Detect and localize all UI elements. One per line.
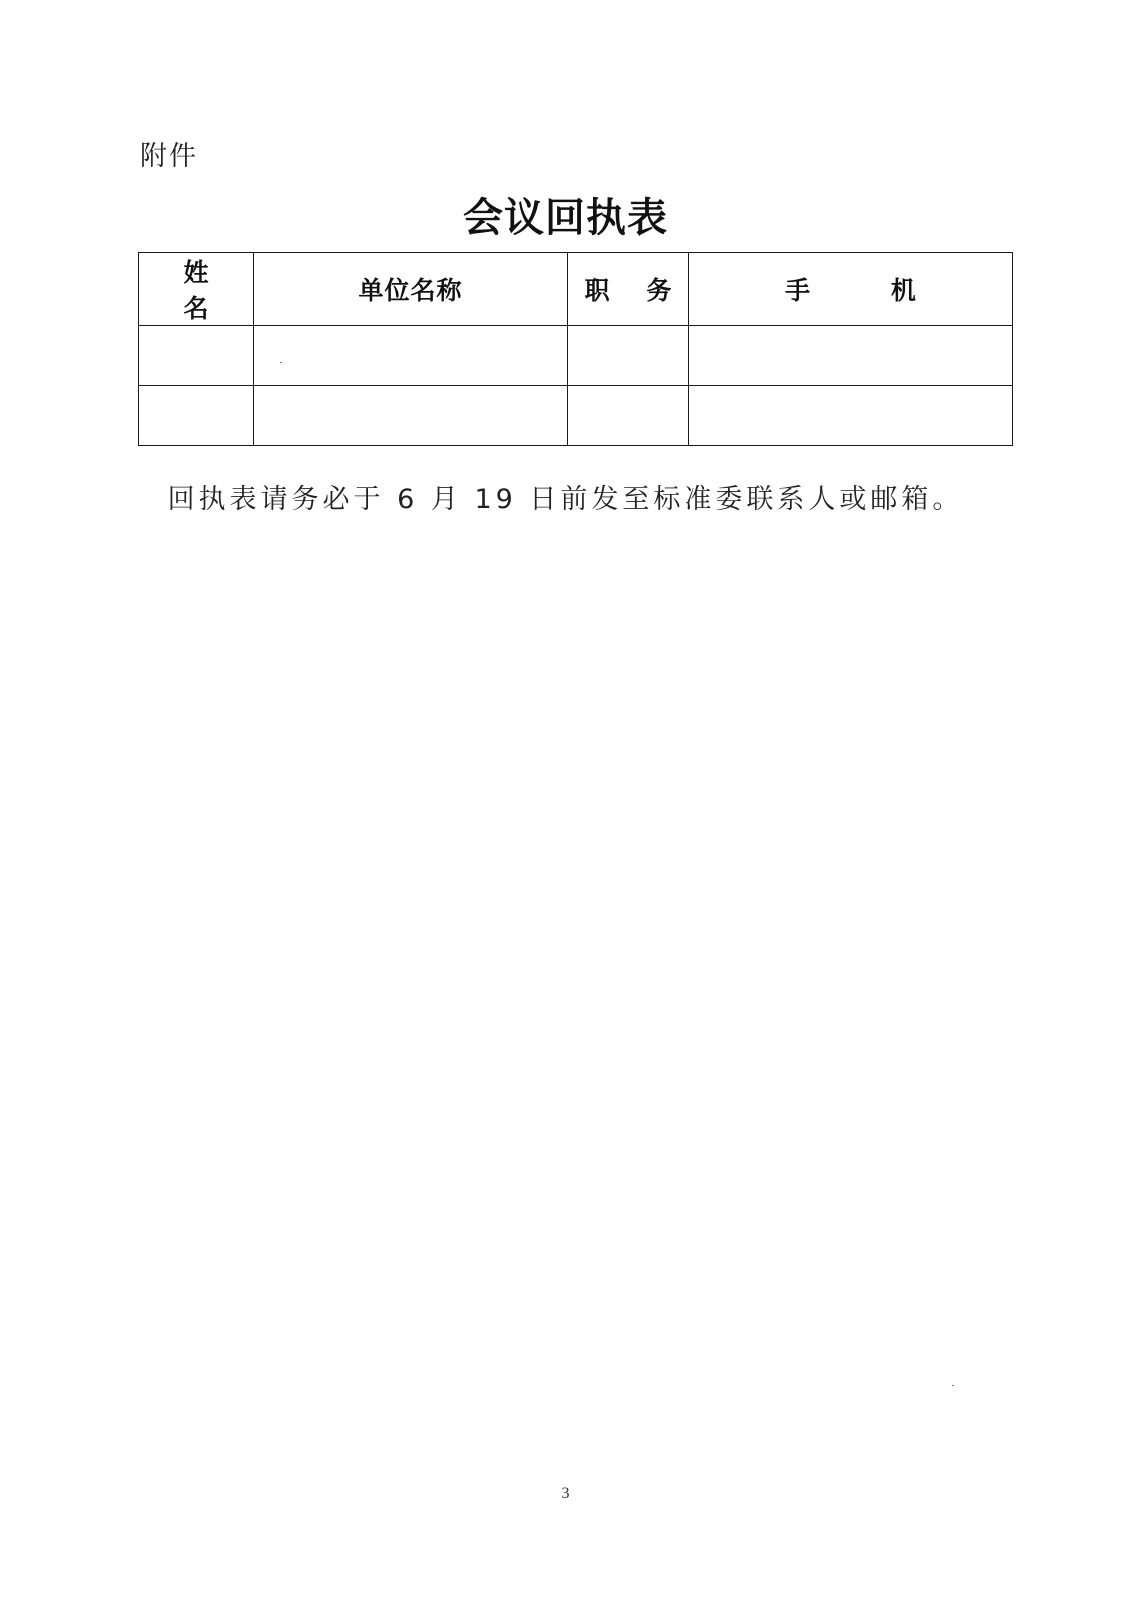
deadline-notice: 回执表请务必于 6 月 19 日前发至标准委联系人或邮箱。 xyxy=(167,484,964,515)
receipt-table xyxy=(138,252,1013,446)
table-cell-phone xyxy=(689,386,1013,446)
table-cell-unit xyxy=(254,386,568,446)
header-phone: 手 机 xyxy=(689,253,1013,326)
scan-speck xyxy=(280,362,282,363)
header-position: 职 务 xyxy=(568,253,689,326)
scan-speck xyxy=(952,1385,954,1386)
header-name: 姓 名 xyxy=(139,253,254,326)
table-cell-phone xyxy=(689,326,1013,386)
table-cell-name xyxy=(139,386,254,446)
table-cell-position xyxy=(568,386,689,446)
table-header-row xyxy=(139,253,1013,326)
table-cell-name xyxy=(139,326,254,386)
page-number: 3 xyxy=(561,1485,570,1502)
table-row xyxy=(139,386,1013,446)
header-unit: 单位名称 xyxy=(254,253,568,326)
attachment-label: 附件 xyxy=(140,141,198,172)
table-cell-position xyxy=(568,326,689,386)
page-title: 会议回执表 xyxy=(463,195,668,241)
table-cell-unit xyxy=(254,326,568,386)
table-row xyxy=(139,326,1013,386)
